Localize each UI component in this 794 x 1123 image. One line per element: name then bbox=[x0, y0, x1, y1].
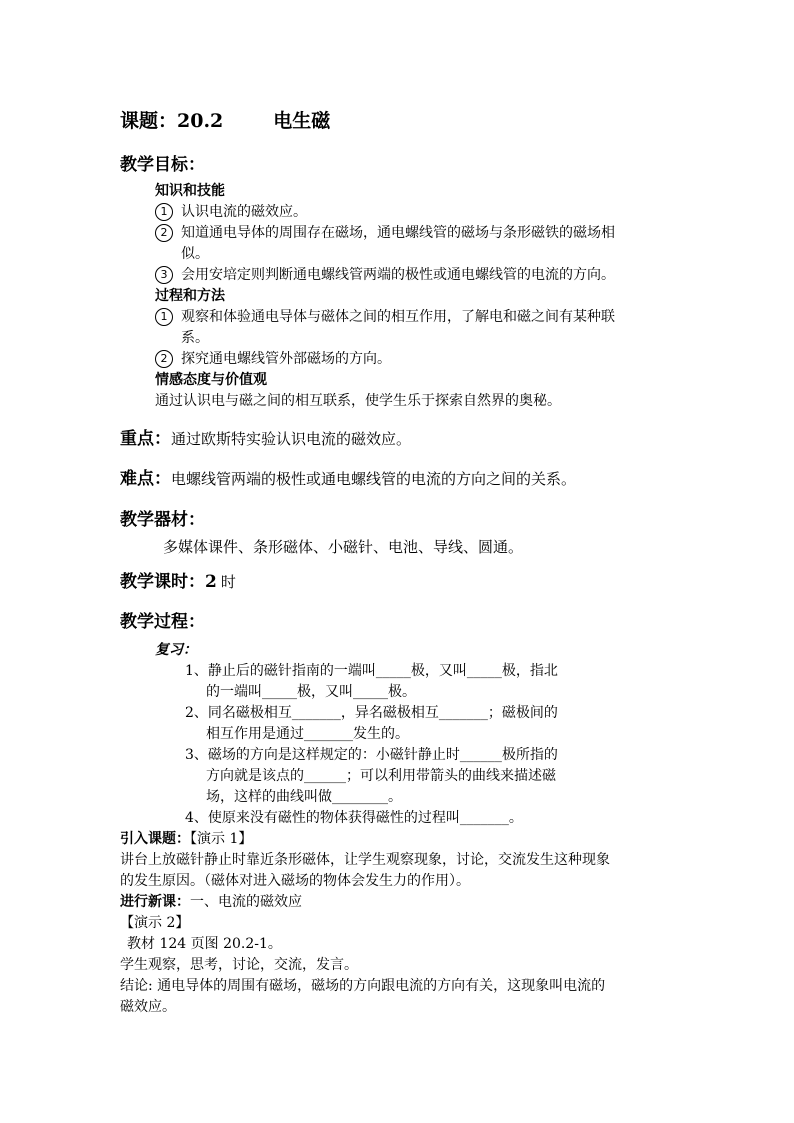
circled-number: 2 bbox=[155, 224, 173, 242]
knowledge-item-2: 2 知道通电导体的周围存在磁场，通电螺线管的磁场与条形磁铁的磁场相 bbox=[155, 222, 615, 242]
new-lesson-section: 一、电流的磁效应 bbox=[190, 894, 302, 910]
review-line-3: 2、同名磁极相互_______，异名磁极相互_______；磁极间的 bbox=[185, 705, 558, 721]
review-line-2: 的一端叫_____极，又叫_____极。 bbox=[206, 684, 416, 700]
process-item-1-cont: 系。 bbox=[181, 330, 209, 346]
hours-label: 教学课时： bbox=[120, 572, 205, 592]
review-line-8: 4、使原来没有磁性的物体获得磁性的过程叫_______。 bbox=[185, 810, 523, 826]
circled-number: 1 bbox=[155, 308, 173, 326]
hours-value: 2 bbox=[205, 572, 217, 592]
new-lesson-demo: 【演示 2】 bbox=[120, 915, 190, 931]
review-line-4: 相互作用是通过_______发生的。 bbox=[206, 726, 409, 742]
process-heading: 教学过程： bbox=[120, 612, 205, 632]
circled-number: 3 bbox=[155, 266, 173, 284]
new-lesson-line-1: 教材 124 页图 20.2-1。 bbox=[127, 936, 282, 952]
review-line-7: 场，这样的曲线叫做________。 bbox=[206, 789, 402, 805]
attitude-text: 通过认识电与磁之间的相互联系，使学生乐于探索自然界的奥秘。 bbox=[155, 393, 561, 409]
process-method-heading: 过程和方法 bbox=[155, 288, 225, 304]
title-topic: 电生磁 bbox=[273, 110, 331, 132]
new-lesson-line-3: 结论: 通电导体的周围有磁场，磁场的方向跟电流的方向有关，这现象叫电流的 bbox=[120, 978, 606, 994]
knowledge-heading: 知识和技能 bbox=[155, 183, 225, 199]
intro-line-2: 的发生原因。（磁体对进入磁场的物体会发生力的作用）。 bbox=[120, 873, 470, 889]
key-point bbox=[120, 424, 411, 449]
equipment-text: 多媒体课件、条形磁体、小磁针、电池、导线、圆通。 bbox=[163, 538, 524, 556]
new-lesson-heading bbox=[120, 891, 302, 911]
page-title bbox=[120, 106, 330, 133]
circled-number: 1 bbox=[155, 203, 173, 221]
difficulty-text: 电螺线管两端的极性或通电螺线管的电流的方向之间的关系。 bbox=[171, 470, 577, 488]
knowledge-item-2-cont: 似。 bbox=[181, 246, 209, 262]
intro-line-1: 讲台上放磁针静止时靠近条形磁体，让学生观察现象，讨论，交流发生这种现象 bbox=[120, 852, 610, 868]
hours-unit: 时 bbox=[220, 573, 236, 591]
process-item-1: 1 观察和体验通电导体与磁体之间的相互作用，了解电和磁之间有某种联 bbox=[155, 306, 615, 326]
key-point-text: 通过欧斯特实验认识电流的磁效应。 bbox=[171, 430, 412, 448]
knowledge-item-3: 3 会用安培定则判断通电螺线管两端的极性或通电螺线管的电流的方向。 bbox=[155, 264, 615, 284]
intro-demo: 【演示 1】 bbox=[190, 831, 253, 847]
knowledge-item-1: 1 认识电流的磁效应。 bbox=[155, 201, 307, 221]
intro-heading bbox=[120, 828, 252, 848]
lesson-hours bbox=[120, 567, 236, 592]
new-lesson-label: 进行新课： bbox=[120, 894, 190, 910]
objectives-heading: 教学目标： bbox=[120, 155, 205, 175]
review-label: 复习： bbox=[155, 642, 197, 658]
new-lesson-line-4: 磁效应。 bbox=[120, 999, 176, 1015]
key-point-label: 重点： bbox=[120, 429, 171, 449]
equipment-label: 教学器材： bbox=[120, 510, 205, 530]
review-line-6: 方向就是该点的______；可以利用带箭头的曲线来描述磁 bbox=[206, 768, 556, 784]
new-lesson-line-2: 学生观察，思考，讨论，交流，发言。 bbox=[120, 957, 358, 973]
circled-number: 2 bbox=[155, 350, 173, 368]
review-line-1: 1、静止后的磁针指南的一端叫_____极，又叫_____极，指北 bbox=[185, 663, 558, 679]
review-line-5: 3、磁场的方向是这样规定的：小磁针静止时______极所指的 bbox=[185, 747, 558, 763]
difficulty-label: 难点： bbox=[120, 469, 171, 489]
attitude-heading: 情感态度与价值观 bbox=[155, 372, 267, 388]
difficulty bbox=[120, 464, 576, 489]
title-label: 课题：20.2 bbox=[120, 110, 224, 132]
process-item-2: 2 探究通电螺线管外部磁场的方向。 bbox=[155, 348, 391, 368]
intro-label: 引入课题： bbox=[120, 831, 190, 847]
